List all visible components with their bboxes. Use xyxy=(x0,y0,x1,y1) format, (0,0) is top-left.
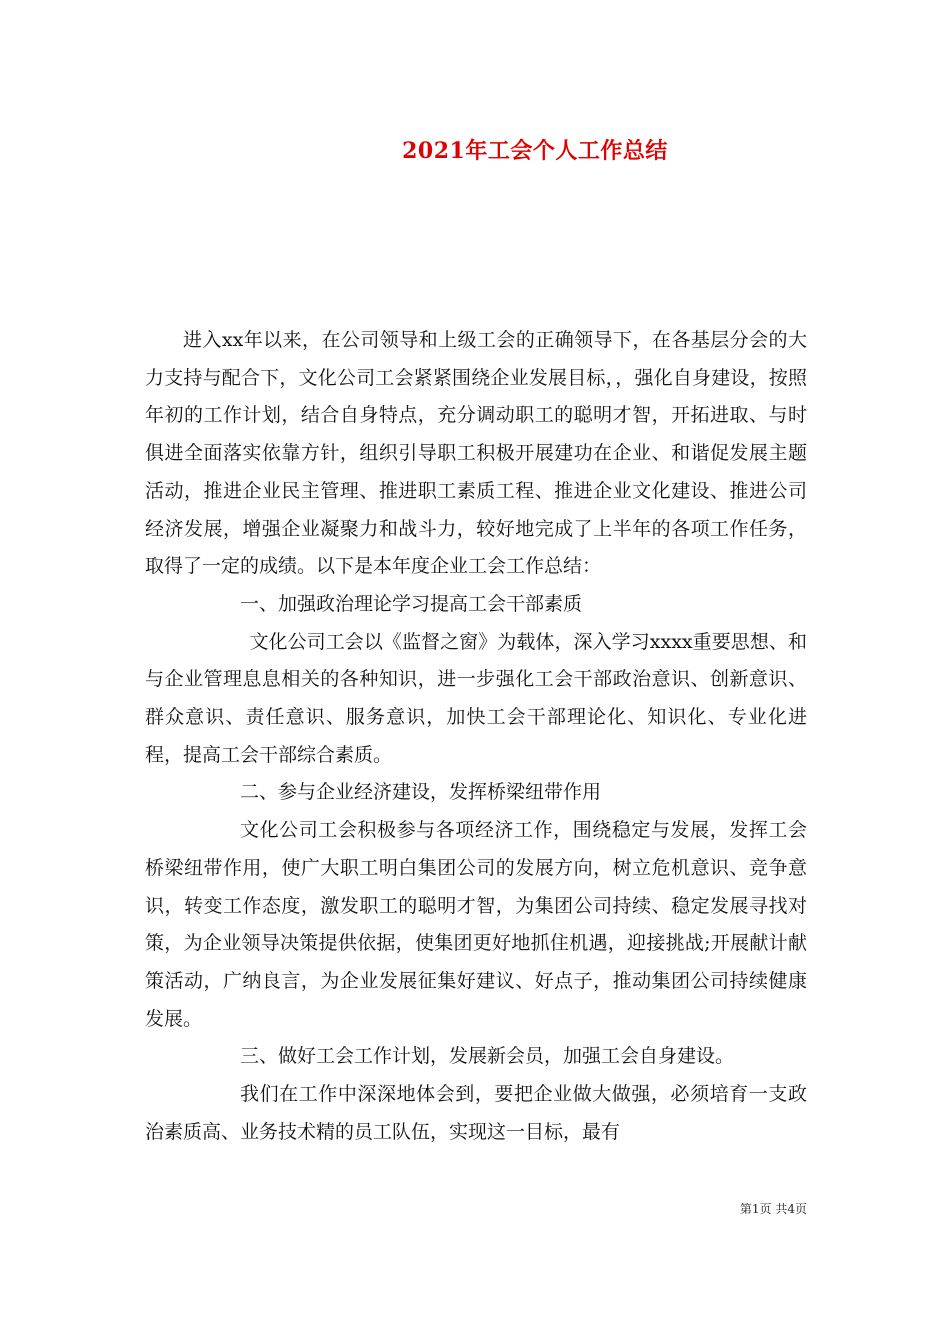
intro-paragraph: 进入xx年以来，在公司领导和上级工会的正确领导下，在各基层分会的大力支持与配合下，文化公司工会紧紧围绕企业发展目标，，强化自身建设，按照年初的工作计划，结合自身特点，充分调动职工的聪明才智，开拓进取、与时俱进全面落实依靠方针，组织引导职工积极开展建功在企业、和谐促发展主题活动，推进企业民主管理、推进职工素质工程、推进企业文化建设、推进公司经济发展，增强企业凝聚力和战斗力，较好地完成了上半年的各项工作任务，取得了一定的成绩。以下是本年度企业工会工作总结： xyxy=(145,329,807,578)
section-heading-3: 三、做好工会工作计划，发展新会员，加强工会自身建设。 xyxy=(240,1045,735,1068)
section-3-paragraph: 我们在工作中深深地体会到，要把企业做大做强，必须培育一支政治素质高、业务技术精的员工队伍，实现这一目标，最有 xyxy=(145,1083,807,1143)
section-heading-2: 二、参与企业经济建设，发挥桥梁纽带作用 xyxy=(240,781,602,804)
page-footer: 第1页 共4页 xyxy=(739,1202,807,1216)
document-body xyxy=(145,322,807,1151)
section-1-paragraph: 文化公司工会以《监督之窗》为载体，深入学习xxxx重要思想、和与企业管理息息相关的各种知识，进一步强化工会干部政治意识、创新意识、群众意识、责任意识、服务意识，加快工会干部理论化、知识化、专业化进程，提高工会干部综合素质。 xyxy=(145,630,807,766)
section-2-paragraph: 文化公司工会积极参与各项经济工作，围绕稳定与发展，发挥工会桥梁纽带作用，使广大职工明白集团公司的发展方向，树立危机意识、竞争意识，转变工作态度，激发职工的聪明才智，为集团公司持续、稳定发展寻找对策，为企业领导决策提供依据，使集团更好地抓住机遇，迎接挑战;开展献计献策活动，广纳良言，为企业发展征集好建议、好点子，推动集团公司持续健康发展。 xyxy=(145,819,807,1030)
section-heading-1: 一、加强政治理论学习提高工会干部素质 xyxy=(240,592,583,615)
document-title: 2021年工会个人工作总结 xyxy=(402,138,668,164)
